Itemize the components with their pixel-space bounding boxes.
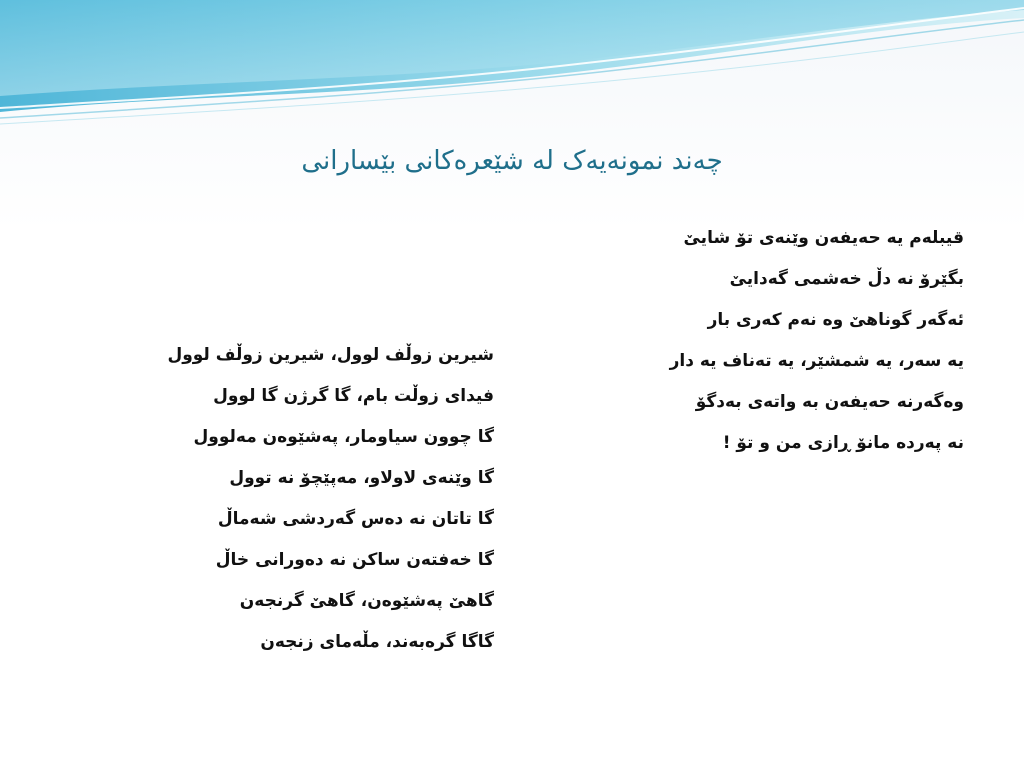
poem-line: گا چوون سیاومار، پەشێوەن مەلوول [193,427,494,447]
poem-line: بگێرۆ نە دڵ خەشمی گەدایێ [729,269,964,289]
poem-line: شیرین زوڵف لوول، شیرین زوڵف لوول [167,345,494,365]
poem-line: یە سەر، یە شمشێر، یە تەناف یە دار [669,351,964,371]
poem-line: گاگا گرەبەند، مڵەمای زنجەن [260,632,494,652]
poem-line: فیدای زوڵت بام، گا گرژن گا لوول [213,386,494,406]
poem-stanza-left [114,335,494,663]
poem-line: نە پەردە مانۆ ڕازی من و تۆ ! [722,433,964,453]
poem-line: گا تاتان نە دەس گەردشی شەماڵ [217,509,494,529]
poem-line: وەگەرنە حەیفەن بە واتەی بەدگۆ [695,392,964,412]
poem-line: ئەگەر گوناهێ وە نەم کەری بار [707,310,964,330]
poem-line: گا خەفتەن ساکن نە دەورانی خاڵ [215,550,494,570]
poem-line: گاهێ پەشێوەن، گاهێ گرنجەن [239,591,494,611]
poem-line: قیبلەم یە حەیفەن وێنەی تۆ شایێ [683,228,964,248]
poem-line: گا وێنەی لاولاو، مەپێچۆ نە توول [229,468,494,488]
slide-title: چەند نمونەیەک لە شێعرەکانی بێسارانی [301,146,723,176]
poem-stanza-right [604,218,964,464]
header-wave-decoration [0,0,1024,130]
